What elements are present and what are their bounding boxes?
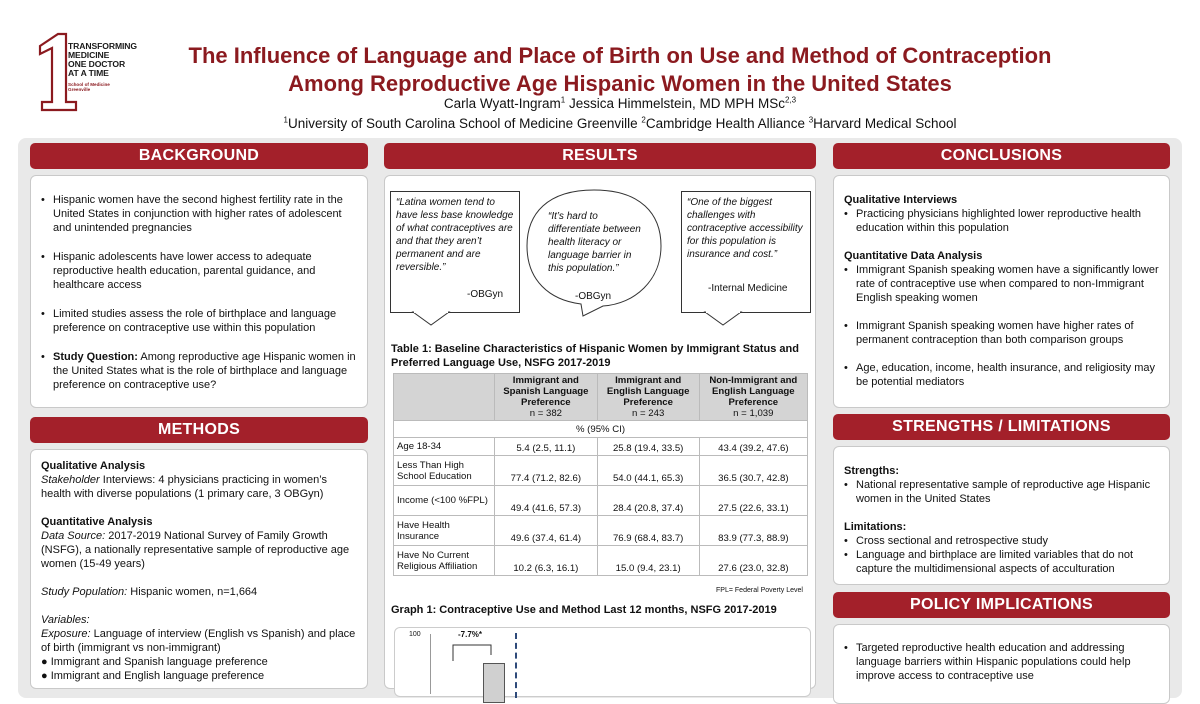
graph-bar [483,663,505,703]
conclusion-item: • Immigrant Spanish speaking women have a significantly lower rate of contraceptive use when compared to non-Immigrant English speaking women [844,263,1159,305]
strengths-list [844,478,1159,506]
table-cell: 28.4 (20.8, 37.4) [597,486,699,516]
stakeholder-line [41,473,357,501]
table-cell: 83.9 (77.3, 88.9) [699,516,807,546]
conclusions-header: CONCLUSIONS [833,143,1170,169]
background-item: • Hispanic women have the second highest fertility rate in the United States in conjunction with higher rates of adolescent and unintended pregnancies [41,193,357,235]
qualitative-interviews-heading: Qualitative Interviews [844,194,958,206]
strengths-header: STRENGTHS / LIMITATIONS [833,414,1170,440]
row-label: Age 18-34 [394,438,495,456]
conclusion-item: • Immigrant Spanish speaking women have higher rates of permanent contraception than both comparison groups [844,319,1159,347]
table-cell: 27.5 (22.6, 33.1) [699,486,807,516]
quote-text: “Latina women tend to have less base knowledge of what contraceptives are and that they aren’t permanent and are reversible.” [396,197,514,273]
speech-tail-icon [705,312,745,326]
table-cell: 27.6 (23.0, 32.8) [699,546,807,576]
speech-tail-icon [413,312,453,326]
graph-annotation: -7.7%* [458,630,483,639]
author-name: Carla Wyatt-Ingram [443,96,561,111]
results-header: RESULTS [384,143,816,169]
title-line-1: The Influence of Language and Place of Birth on Use and Method of Contraception [188,43,1052,68]
table-column-header [597,374,699,421]
strength-item: • National representative sample of reproductive age Hispanic women in the United States [844,478,1159,506]
affiliation-superscript: 1 [283,115,288,125]
affiliation-superscript: 2 [641,115,646,125]
table-cell: 54.0 (44.1, 65.3) [597,456,699,486]
methods-header: METHODS [30,417,368,443]
table-row [394,486,808,516]
table-header-row [394,374,808,421]
study-question-item [41,350,357,392]
y-axis-tick-label: 100 [409,631,421,638]
quantitative-list [844,263,1159,389]
table-unit-row [394,421,808,438]
logo-subtitle [68,82,110,93]
quote-box [681,191,811,313]
logo-line: AT A TIME [68,68,109,78]
quote-box [390,191,520,313]
background-item: • Hispanic adolescents have lower access to adequate reproductive health education, parental guidance, and healthcare access [41,250,357,292]
logo-sub-line: Greenville [68,87,91,93]
table-column-header [699,374,807,421]
data-source-line [41,529,357,571]
logo-line: ONE DOCTOR [68,59,126,69]
table-row [394,516,808,546]
quote-text: “It’s hard to differentiate between health literacy or language barrier in this population.” [548,211,641,274]
population-label: Study Population: [41,586,128,598]
limitations-heading: Limitations: [844,521,907,533]
exposure-item: ● Immigrant and Spanish language preference [41,656,268,668]
affiliation-name: University of South Carolina School of Medicine Greenville [287,116,642,131]
background-header: BACKGROUND [30,143,368,169]
affiliation-name: Cambridge Health Alliance [645,116,809,131]
exposure-line [41,627,357,655]
table-row [394,456,808,486]
affiliation-name: Harvard Medical School [813,116,957,131]
table-cell: 43.4 (39.2, 47.6) [699,438,807,456]
exposure-item-text: Immigrant and Spanish language preference [50,656,268,668]
quote-text: “One of the biggest challenges with contraceptive accessibility for this population is insurance and cost.” [687,197,803,260]
study-question-label: Study Question: [53,351,138,363]
results-card [384,175,816,689]
column-n: n = 243 [632,408,665,419]
policy-item: • Targeted reproductive health education and addressing language barriers within Hispanic populations could help improve access to contraceptive use [844,641,1159,683]
table-cell: 36.5 (30.7, 42.8) [699,456,807,486]
row-label: Have Health Insurance [394,516,495,546]
poster-title [150,42,1090,98]
background-list [41,193,357,392]
row-label: Less Than High School Education [394,456,495,486]
conclusions-card [833,175,1170,408]
table-title: Table 1: Baseline Characteristics of Hispanic Women by Immigrant Status and Preferred Language Use, NSFG 2017-2019 [391,343,799,369]
quote-attribution: -Internal Medicine [708,283,788,294]
table-cell: 77.4 (71.2, 82.6) [495,456,598,486]
baseline-table [393,373,808,576]
limitations-list [844,534,1159,576]
table-column-header [495,374,598,421]
table-cell: 49.6 (37.4, 61.4) [495,516,598,546]
graph-divider-line [515,633,517,698]
exposure-text: Language of interview (English vs Spanish) and place of birth (immigrant vs non-immigrant) [41,628,356,654]
table-cell: 76.9 (68.4, 83.7) [597,516,699,546]
row-label: Income (<100 %FPL) [394,486,495,516]
conclusion-item: • Practicing physicians highlighted lower reproductive health education within this population [844,207,1159,235]
logo-wordmark [68,42,137,78]
author-name: Jessica Himmelstein, MD MPH MSc [565,96,785,111]
table-corner-cell [394,374,495,421]
column-name: Immigrant and Spanish Language Preference [503,375,589,408]
variables-label: Variables: [41,614,90,626]
table-row [394,546,808,576]
policy-card [833,624,1170,704]
affiliation-list [150,115,1090,133]
quantitative-analysis-heading: Quantitative Data Analysis [844,250,983,262]
school-logo [36,32,146,114]
quantitative-heading: Quantitative Analysis [41,516,153,528]
column-n: n = 1,039 [733,408,774,419]
data-source-text: 2017-2019 National Survey of Family Growth (NSFG), a nationally representative sample of reproductive age women (15-49 years) [41,530,350,570]
column-n: n = 382 [529,408,562,419]
table-cell: 5.4 (2.5, 11.1) [495,438,598,456]
affiliation-superscript: 3 [808,115,814,125]
poster-header [0,0,1200,138]
exposure-item-text: Immigrant and English language preference [50,670,265,682]
author-superscript: 1 [560,95,566,105]
background-item: • Limited studies assess the role of birthplace and language preference on contraceptive use within this population [41,307,357,335]
limitation-item: • Language and birthplace are limited variables that do not capture the multidimensional aspects of acculturation [844,548,1159,576]
y-axis-line [430,634,431,694]
table-cell: 49.4 (41.6, 57.3) [495,486,598,516]
column-name: Non-Immigrant and English Language Preference [709,375,798,408]
strengths-heading: Strengths: [844,465,899,477]
quote-attribution: -OBGyn [467,289,504,300]
title-line-2: Among Reproductive Age Hispanic Women in the United States [288,71,952,96]
qualitative-heading: Qualitative Analysis [41,460,146,472]
conclusion-item: • Age, education, income, health insurance, and religiosity may be potential mediators [844,361,1159,389]
column-name: Immigrant and English Language Preference [606,375,690,408]
study-question-text: Among reproductive age Hispanic women in the United States what is the role of birthplace and language preference on contraceptive use? [53,351,356,391]
unit-cell: % (95% CI) [394,421,808,438]
author-superscript: 2,3 [785,95,797,105]
methods-card [30,449,368,689]
stakeholder-label: Stakeholder [41,474,100,486]
exposure-label: Exposure: [41,628,91,640]
exposure-item: ● Immigrant and English language preference [41,670,265,682]
row-label: Have No Current Religious Affiliation [394,546,495,576]
logo-line: TRANSFORMING [68,41,137,51]
data-source-label: Data Source: [41,530,106,542]
stakeholder-text: Interviews: 4 physicians practicing in women’s health with diverse populations (1 primary care, 3 OBGyn) [41,474,327,500]
table-cell: 15.0 (9.4, 23.1) [597,546,699,576]
population-text: Hispanic women, n=1,664 [127,586,258,598]
table-row [394,438,808,456]
limitation-item: • Cross sectional and retrospective study [844,534,1159,548]
policy-list [844,641,1159,683]
table-cell: 25.8 (19.4, 33.5) [597,438,699,456]
strengths-card [833,446,1170,585]
policy-header: POLICY IMPLICATIONS [833,592,1170,618]
table-footnote: FPL= Federal Poverty Level [716,587,803,594]
logo-sub-line: School of Medicine [68,82,110,87]
quote-attribution: -OBGyn [575,291,612,302]
population-line [41,585,357,599]
background-card [30,175,368,408]
graph-title: Graph 1: Contraceptive Use and Method Last 12 months, NSFG 2017-2019 [391,604,777,616]
table-cell: 10.2 (6.3, 16.1) [495,546,598,576]
logo-line: MEDICINE [68,50,110,60]
author-list [150,95,1090,113]
graph-panel [394,627,811,697]
qualitative-list [844,207,1159,235]
